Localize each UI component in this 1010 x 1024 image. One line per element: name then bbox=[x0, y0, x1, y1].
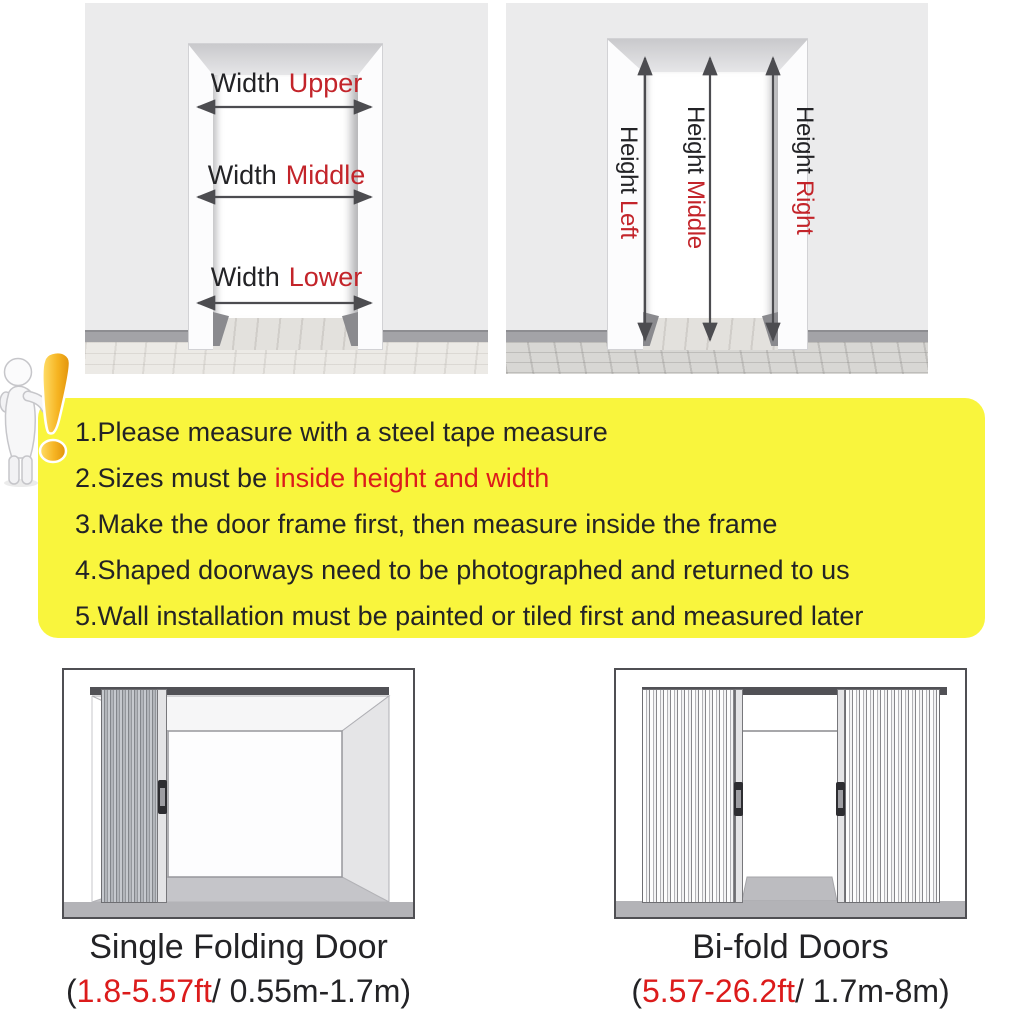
note-line-4 bbox=[75, 547, 985, 593]
width-upper-label bbox=[85, 68, 488, 99]
door-type-title: Bi-fold Doors bbox=[692, 928, 889, 966]
width-measure-diagram bbox=[85, 0, 488, 378]
size-range-m: / 1.7m-8m) bbox=[794, 973, 950, 1009]
label-word-black: Height bbox=[615, 126, 642, 194]
note-text: 5.Wall installation must be painted or tiled first and measured later bbox=[75, 601, 864, 631]
paren: ( bbox=[631, 973, 642, 1009]
height-measure-diagram bbox=[506, 0, 928, 378]
width-lower-label bbox=[85, 262, 488, 293]
label-word-black: Width bbox=[210, 262, 280, 292]
measuring-notes-panel bbox=[38, 398, 985, 638]
door-size-range bbox=[614, 968, 967, 1014]
accordion-door-panel bbox=[101, 689, 158, 903]
door-type-title: Single Folding Door bbox=[89, 928, 388, 966]
accordion-door-panel-right bbox=[845, 689, 940, 903]
paren: ( bbox=[65, 973, 77, 1009]
size-range-m: / 0.55m-1.7m) bbox=[211, 973, 412, 1009]
door-handle-left bbox=[734, 782, 743, 816]
note-line-3 bbox=[75, 501, 985, 547]
height-right-label bbox=[790, 106, 818, 234]
bifold-doors-illustration bbox=[614, 668, 967, 919]
label-word-black: Width bbox=[210, 68, 280, 98]
note-text-red: inside height and width bbox=[274, 463, 550, 493]
bifold-doors-label bbox=[614, 926, 967, 1014]
label-word-black: Height bbox=[791, 106, 818, 174]
doorway-floor bbox=[643, 318, 778, 350]
door-handle bbox=[158, 780, 167, 814]
person-icon bbox=[0, 359, 46, 488]
accordion-door-panel-left bbox=[642, 689, 735, 903]
door-handle-right bbox=[836, 782, 845, 816]
note-text: 3.Make the door frame first, then measure inside the frame bbox=[75, 509, 778, 539]
label-word-red: Upper bbox=[288, 68, 363, 98]
single-folding-door-illustration bbox=[62, 668, 415, 919]
exclamation-icon bbox=[40, 352, 70, 462]
height-middle-label bbox=[681, 106, 709, 249]
note-text: 4.Shaped doorways need to be photographed and returned to us bbox=[75, 555, 850, 585]
label-word-black: Width bbox=[207, 160, 277, 190]
attention-figure bbox=[0, 350, 100, 490]
label-word-red: Lower bbox=[288, 262, 363, 292]
note-line-1 bbox=[75, 409, 985, 455]
note-line-5 bbox=[75, 593, 985, 639]
label-word-red: Middle bbox=[682, 179, 709, 249]
size-range-ft: 5.57-26.2ft bbox=[641, 973, 795, 1009]
label-word-red: Left bbox=[615, 199, 642, 239]
height-left-label bbox=[614, 126, 642, 239]
label-word-red: Middle bbox=[285, 160, 366, 190]
door-opening bbox=[643, 72, 778, 320]
note-text: 2.Sizes must be bbox=[75, 463, 268, 493]
door-size-range bbox=[62, 968, 415, 1014]
single-folding-door-label bbox=[62, 926, 415, 1014]
note-line-2 bbox=[75, 455, 985, 501]
note-text: 1.Please measure with a steel tape measure bbox=[75, 417, 608, 447]
label-word-black: Height bbox=[682, 106, 709, 174]
size-range-ft: 1.8-5.57ft bbox=[76, 973, 212, 1009]
doorway-floor bbox=[213, 318, 358, 350]
label-word-red: Right bbox=[791, 179, 818, 235]
width-middle-label bbox=[85, 160, 488, 191]
